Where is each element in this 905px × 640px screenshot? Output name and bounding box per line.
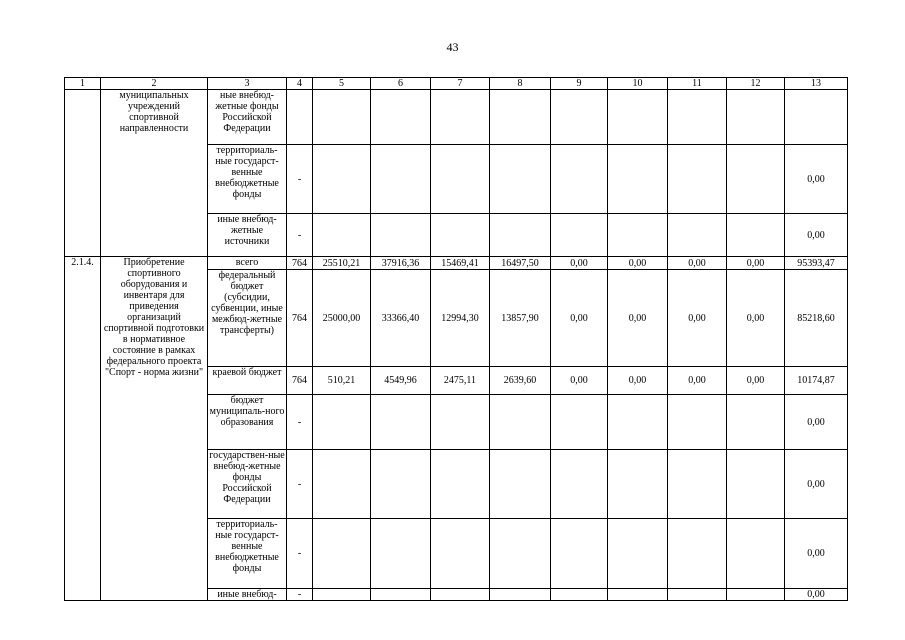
value-cell: 25000,00 <box>313 270 371 367</box>
value-cell <box>313 214 371 257</box>
code-cell: - <box>287 450 313 519</box>
row-number-cell: 2.1.4. <box>65 257 101 601</box>
funding-source-cell: бюджет муниципаль-ного образования <box>208 395 287 450</box>
value-cell <box>313 519 371 589</box>
header-cell: 7 <box>431 78 490 90</box>
value-cell: 0,00 <box>608 367 668 395</box>
code-cell: - <box>287 589 313 601</box>
funding-source-cell: всего <box>208 257 287 270</box>
value-cell <box>551 90 608 145</box>
funding-source-cell: государствен-ные внебюд-жетные фонды Российской Федерации <box>208 450 287 519</box>
header-cell: 13 <box>785 78 848 90</box>
value-cell: 0,00 <box>727 367 785 395</box>
value-cell <box>727 589 785 601</box>
code-cell: - <box>287 395 313 450</box>
value-cell: 4549,96 <box>371 367 431 395</box>
total-cell: 0,00 <box>785 214 848 257</box>
value-cell <box>371 90 431 145</box>
code-cell: - <box>287 145 313 214</box>
funding-source-cell: федеральный бюджет (субсидии, субвенции, иные межбюд-жетные трансферты) <box>208 270 287 367</box>
funding-source-cell: иные внебюд- <box>208 589 287 601</box>
value-cell: 0,00 <box>668 270 727 367</box>
value-cell <box>727 519 785 589</box>
value-cell: 25510,21 <box>313 257 371 270</box>
value-cell <box>727 145 785 214</box>
value-cell <box>608 395 668 450</box>
value-cell <box>608 145 668 214</box>
value-cell <box>551 145 608 214</box>
code-cell: - <box>287 214 313 257</box>
header-cell: 8 <box>490 78 551 90</box>
value-cell <box>608 450 668 519</box>
row-number-cell <box>65 90 101 257</box>
value-cell: 0,00 <box>608 270 668 367</box>
value-cell <box>313 450 371 519</box>
value-cell <box>727 450 785 519</box>
funding-source-cell: территориаль-ные государст-венные внебюджетные фонды <box>208 145 287 214</box>
value-cell <box>490 145 551 214</box>
funding-source-cell: краевой бюджет <box>208 367 287 395</box>
value-cell <box>551 519 608 589</box>
value-cell: 510,21 <box>313 367 371 395</box>
value-cell <box>668 395 727 450</box>
code-cell <box>287 90 313 145</box>
value-cell: 2475,11 <box>431 367 490 395</box>
value-cell <box>668 589 727 601</box>
code-cell: 764 <box>287 367 313 395</box>
total-cell: 95393,47 <box>785 257 848 270</box>
value-cell <box>608 214 668 257</box>
budget-table <box>64 77 848 601</box>
value-cell <box>371 145 431 214</box>
code-cell: 764 <box>287 270 313 367</box>
total-cell: 0,00 <box>785 145 848 214</box>
header-cell: 1 <box>65 78 101 90</box>
header-cell: 10 <box>608 78 668 90</box>
value-cell: 12994,30 <box>431 270 490 367</box>
total-cell <box>785 90 848 145</box>
value-cell: 0,00 <box>727 270 785 367</box>
page-number: 43 <box>446 40 459 54</box>
value-cell <box>727 90 785 145</box>
total-cell: 85218,60 <box>785 270 848 367</box>
total-cell: 0,00 <box>785 589 848 601</box>
total-cell: 0,00 <box>785 450 848 519</box>
table-header-row <box>65 78 848 90</box>
total-cell: 0,00 <box>785 395 848 450</box>
value-cell <box>551 395 608 450</box>
value-cell: 0,00 <box>551 257 608 270</box>
value-cell <box>371 214 431 257</box>
header-cell: 3 <box>208 78 287 90</box>
value-cell <box>490 589 551 601</box>
value-cell: 16497,50 <box>490 257 551 270</box>
funding-source-cell: иные внебюд-жетные источники <box>208 214 287 257</box>
value-cell: 0,00 <box>727 257 785 270</box>
value-cell <box>608 589 668 601</box>
value-cell <box>727 214 785 257</box>
total-cell: 0,00 <box>785 519 848 589</box>
value-cell <box>431 519 490 589</box>
table-row <box>65 90 848 145</box>
header-cell: 6 <box>371 78 431 90</box>
value-cell: 0,00 <box>668 257 727 270</box>
value-cell <box>668 214 727 257</box>
value-cell <box>313 395 371 450</box>
value-cell: 13857,90 <box>490 270 551 367</box>
value-cell: 33366,40 <box>371 270 431 367</box>
value-cell <box>551 589 608 601</box>
value-cell <box>490 450 551 519</box>
activity-name-cell: муниципальных учреждений спортивной направленности <box>101 90 208 257</box>
value-cell <box>371 589 431 601</box>
code-cell: 764 <box>287 257 313 270</box>
value-cell <box>727 395 785 450</box>
value-cell <box>313 90 371 145</box>
value-cell: 0,00 <box>608 257 668 270</box>
value-cell: 0,00 <box>551 270 608 367</box>
value-cell <box>431 145 490 214</box>
value-cell <box>431 395 490 450</box>
value-cell <box>490 395 551 450</box>
value-cell <box>608 519 668 589</box>
value-cell <box>551 450 608 519</box>
value-cell: 37916,36 <box>371 257 431 270</box>
header-cell: 9 <box>551 78 608 90</box>
header-cell: 12 <box>727 78 785 90</box>
value-cell: 0,00 <box>551 367 608 395</box>
value-cell <box>313 145 371 214</box>
value-cell <box>551 214 608 257</box>
value-cell <box>490 519 551 589</box>
value-cell <box>608 90 668 145</box>
header-cell: 11 <box>668 78 727 90</box>
value-cell: 0,00 <box>668 367 727 395</box>
value-cell <box>431 589 490 601</box>
funding-source-cell: ные внебюд-жетные фонды Российской Федерации <box>208 90 287 145</box>
value-cell <box>668 145 727 214</box>
header-cell: 2 <box>101 78 208 90</box>
total-cell: 10174,87 <box>785 367 848 395</box>
value-cell <box>431 450 490 519</box>
value-cell <box>490 214 551 257</box>
code-cell: - <box>287 519 313 589</box>
value-cell <box>313 589 371 601</box>
value-cell <box>668 90 727 145</box>
table-row <box>65 257 848 270</box>
value-cell <box>371 519 431 589</box>
value-cell: 2639,60 <box>490 367 551 395</box>
value-cell <box>431 214 490 257</box>
value-cell <box>490 90 551 145</box>
header-cell: 4 <box>287 78 313 90</box>
activity-name-cell: Приобретение спортивного оборудования и инвентаря для приведения организаций спортивной подготовки в нормативное состояние в рамках федерального проекта "Спорт - норма жизни" <box>101 257 208 601</box>
value-cell <box>371 395 431 450</box>
header-cell: 5 <box>313 78 371 90</box>
value-cell <box>371 450 431 519</box>
funding-source-cell: территориаль-ные государст-венные внебюджетные фонды <box>208 519 287 589</box>
value-cell <box>431 90 490 145</box>
value-cell <box>668 450 727 519</box>
value-cell <box>668 519 727 589</box>
value-cell: 15469,41 <box>431 257 490 270</box>
